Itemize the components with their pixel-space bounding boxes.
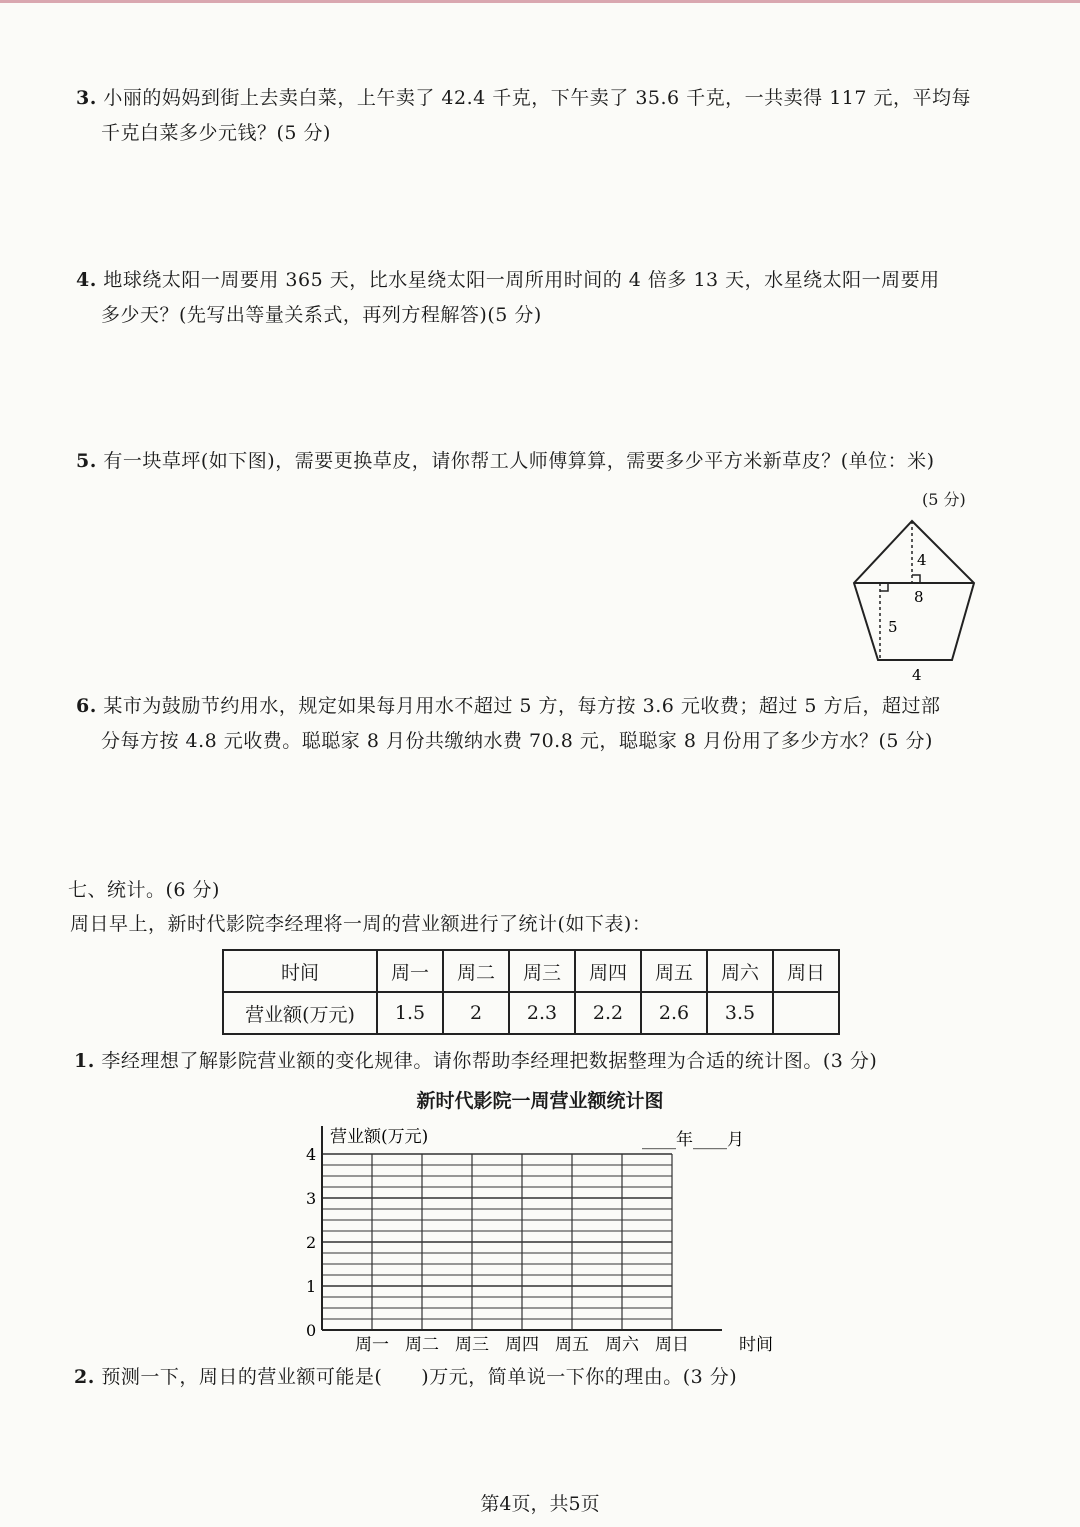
page-footer: 第4页，共5页 <box>480 1493 600 1515</box>
y-tick-label: 2 <box>306 1233 317 1252</box>
section-7-title: 七、统计。(6 分) <box>68 879 220 901</box>
table-day-cell: 周六 <box>707 950 773 992</box>
table-row-days <box>223 950 839 992</box>
question-text-cont: 分每方按 4.8 元收费。聪聪家 8 月份共缴纳水费 70.8 元，聪聪家 8 月份用了多少方水？(5 分) <box>101 730 933 752</box>
table-value-cell: 2.2 <box>575 992 641 1034</box>
x-axis-label: 时间 <box>739 1335 773 1355</box>
right-angle-mark <box>880 583 888 591</box>
trapezoid-height-label: 5 <box>888 618 898 636</box>
x-tick-label: 周六 <box>605 1335 639 1355</box>
table-header-cell: 时间 <box>223 950 377 992</box>
chart-title: 新时代影院一周营业额统计图 <box>416 1090 664 1112</box>
question-number: 2. <box>74 1366 95 1388</box>
date-label: ____年____月 <box>642 1130 744 1150</box>
table-value-cell: 3.5 <box>707 992 773 1034</box>
right-angle-mark <box>912 575 920 583</box>
table-day-cell: 周五 <box>641 950 707 992</box>
table-day-cell: 周一 <box>377 950 443 992</box>
table-day-cell: 周四 <box>575 950 641 992</box>
question-4 <box>76 263 1006 333</box>
question-number: 5. <box>76 450 97 472</box>
y-tick-label: 0 <box>306 1321 317 1340</box>
question-text: 某市为鼓励节约用水，规定如果每月用水不超过 5 方，每方按 3.6 元收费；超过 5 方后，超过部 <box>103 695 941 717</box>
table-value-cell <box>773 992 839 1034</box>
lawn-figure <box>840 513 990 688</box>
question-text: 李经理想了解影院营业额的变化规律。请你帮助李经理把数据整理为合适的统计图。(3 分) <box>101 1050 878 1072</box>
x-tick-label: 周四 <box>505 1335 539 1355</box>
question-number: 4. <box>76 269 97 291</box>
question-5-score: (5 分) <box>922 490 966 509</box>
section-7-intro: 周日早上，新时代影院李经理将一周的营业额进行了统计(如下表)： <box>70 913 652 935</box>
question-3 <box>76 81 1006 151</box>
x-tick-labels <box>355 1335 689 1355</box>
table-header-cell: 营业额(万元) <box>223 992 377 1034</box>
triangle-height-label: 4 <box>917 551 927 569</box>
question-5 <box>76 444 1006 479</box>
y-tick-label: 4 <box>306 1145 317 1164</box>
question-number: 1. <box>74 1050 95 1072</box>
question-text: 预测一下，周日的营业额可能是( )万元，简单说一下你的理由。(3 分) <box>101 1366 738 1388</box>
x-tick-label: 周二 <box>405 1335 439 1355</box>
y-tick-labels <box>306 1145 316 1340</box>
question-text: 小丽的妈妈到街上去卖白菜，上午卖了 42.4 千克，下午卖了 35.6 千克，一共卖得 117 元，平均每 <box>103 87 972 109</box>
x-tick-label: 周日 <box>655 1335 689 1355</box>
question-text: 有一块草坪(如下图)，需要更换草皮，请你帮工人师傅算算，需要多少平方米新草皮？(单位：米) <box>103 450 935 472</box>
table-day-cell: 周二 <box>443 950 509 992</box>
table-value-cell: 2 <box>443 992 509 1034</box>
y-axis-label: 营业额(万元) <box>330 1127 429 1147</box>
table-row-values <box>223 992 839 1034</box>
table-value-cell: 2.6 <box>641 992 707 1034</box>
x-tick-label: 周一 <box>355 1335 389 1355</box>
bottom-label: 4 <box>912 666 922 684</box>
table-value-cell: 1.5 <box>377 992 443 1034</box>
question-text-cont: 千克白菜多少元钱？(5 分) <box>101 122 331 144</box>
question-number: 3. <box>76 87 97 109</box>
question-text: 地球绕太阳一周要用 365 天，比水星绕太阳一周所用时间的 4 倍多 13 天，水星绕太阳一周要用 <box>103 269 940 291</box>
question-6 <box>76 689 1006 759</box>
question-number: 6. <box>76 695 97 717</box>
table-day-cell: 周日 <box>773 950 839 992</box>
x-tick-label: 周五 <box>555 1335 589 1355</box>
base-label: 8 <box>914 588 924 606</box>
y-tick-label: 3 <box>306 1189 317 1208</box>
section-7-question-1 <box>74 1044 877 1079</box>
section-7-question-2 <box>74 1360 737 1395</box>
question-text-cont: 多少天？(先写出等量关系式，再列方程解答)(5 分) <box>101 304 542 326</box>
y-tick-label: 1 <box>306 1277 317 1296</box>
revenue-table <box>222 949 840 1035</box>
chart-grid <box>322 1154 672 1330</box>
table-value-cell: 2.3 <box>509 992 575 1034</box>
x-tick-label: 周三 <box>455 1335 489 1355</box>
table-day-cell: 周三 <box>509 950 575 992</box>
blank-line-chart <box>290 1118 810 1358</box>
